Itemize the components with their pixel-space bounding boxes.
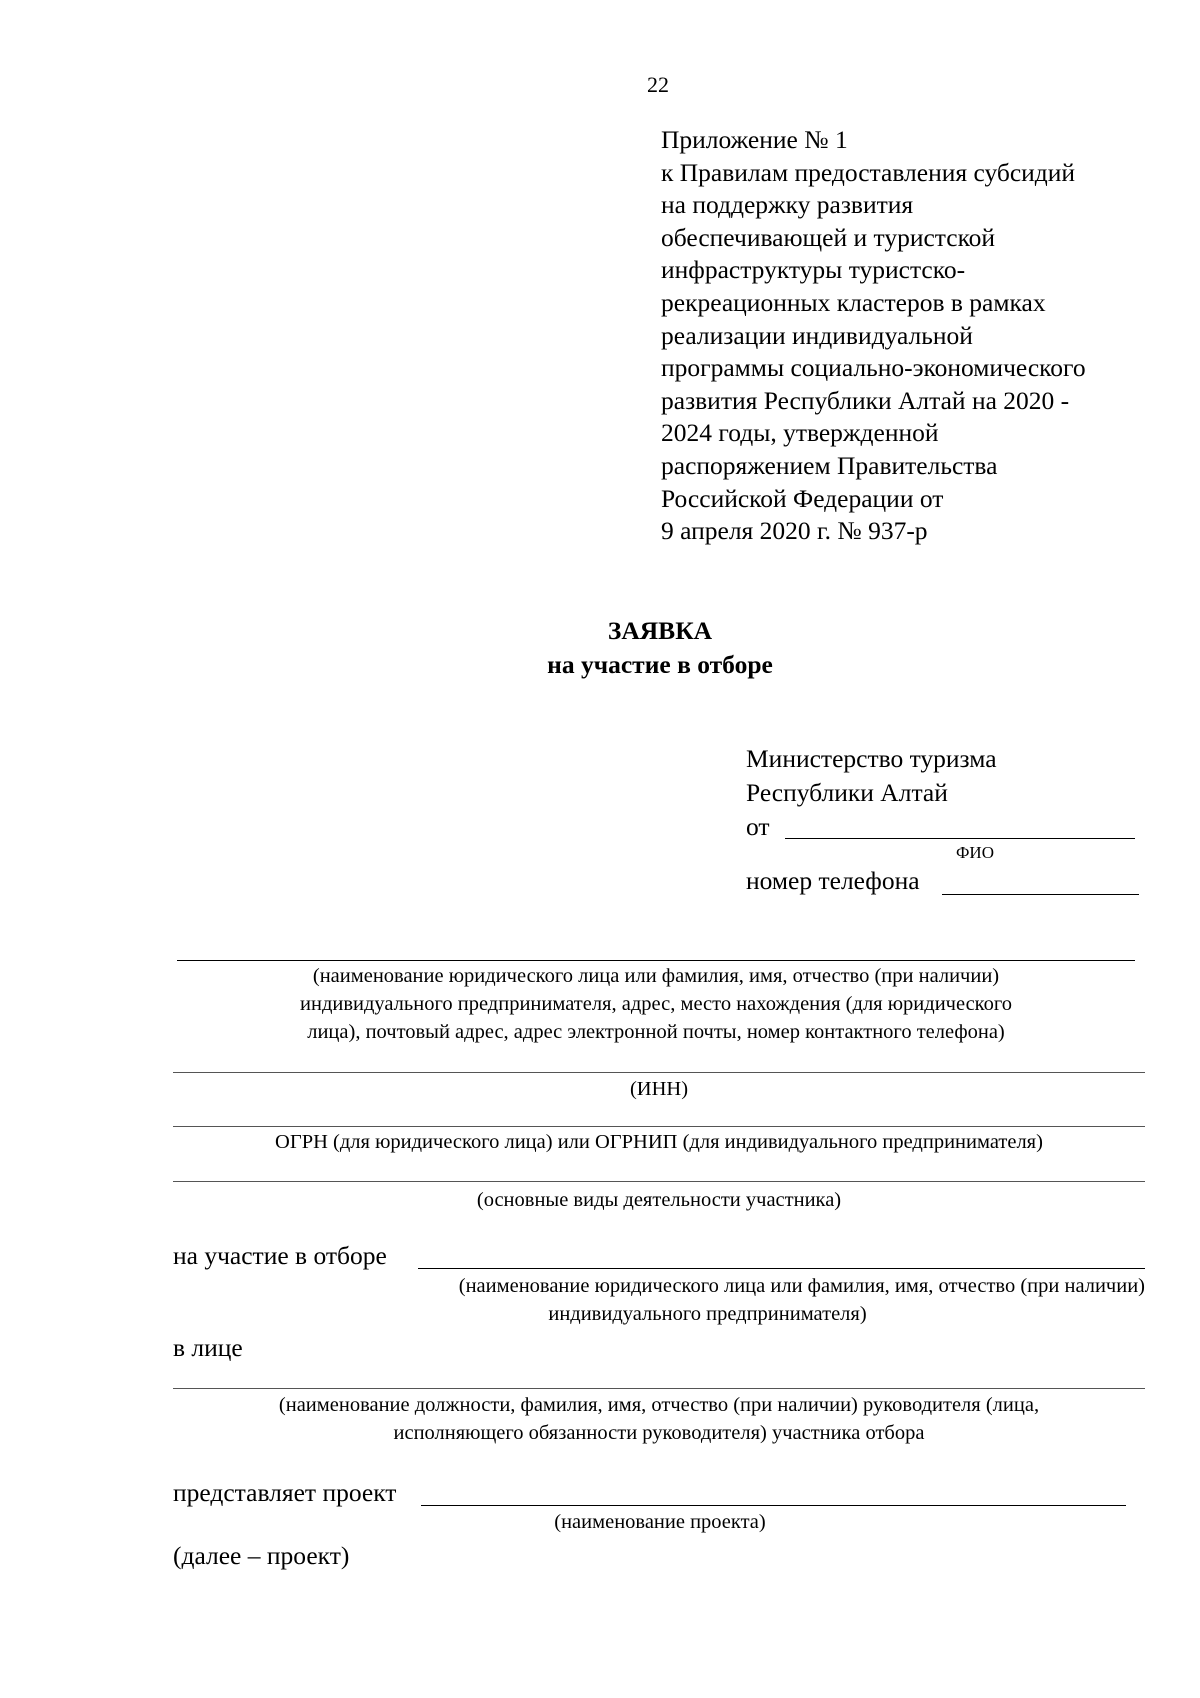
inn-caption: (ИНН) bbox=[629, 1078, 689, 1100]
entity-caption bbox=[177, 962, 1135, 1046]
caption-line: исполняющего обязанности руководителя) участника отбора bbox=[393, 1422, 925, 1444]
appendix-line: 9 апреля 2020 г. № 937-р bbox=[661, 516, 928, 546]
appendix-line: рекреационных кластеров в рамках bbox=[661, 287, 1046, 317]
fio-caption: ФИО bbox=[956, 843, 994, 862]
activities-caption: (основные виды деятельности участника) bbox=[476, 1189, 842, 1211]
phone-field-line[interactable] bbox=[942, 894, 1139, 895]
appendix-line: 2024 годы, утвержденной bbox=[661, 418, 939, 448]
appendix-line: Российской Федерации от bbox=[661, 483, 944, 513]
page-number: 22 bbox=[647, 72, 669, 97]
entity-field-line[interactable] bbox=[177, 960, 1135, 961]
ogrn-caption: ОГРН (для юридического лица) или ОГРНИП (для индивидуального предпринимателя) bbox=[275, 1131, 1043, 1153]
caption-line: индивидуального предпринимателя, адрес, место нахождения (для юридического bbox=[300, 993, 1012, 1015]
recipient-region: Республики Алтай bbox=[746, 778, 948, 807]
caption-line: лица), почтовый адрес, адрес электронной почты, номер контактного телефона) bbox=[307, 1021, 1005, 1043]
participation-field-line[interactable] bbox=[418, 1268, 1145, 1269]
caption-line: (наименование юридического лица или фамилия, имя, отчество (при наличии) bbox=[458, 1275, 1145, 1297]
document-subtitle: на участие в отборе bbox=[547, 650, 773, 679]
appendix-line: к Правилам предоставления субсидий bbox=[661, 157, 1076, 187]
appendix-line: развития Республики Алтай на 2020 - bbox=[661, 385, 1070, 415]
appendix-line: реализации индивидуальной bbox=[661, 320, 973, 350]
caption-line: индивидуального предпринимателя) bbox=[548, 1303, 867, 1325]
appendix-header bbox=[661, 124, 1086, 548]
presents-project-label: представляет проект bbox=[173, 1478, 397, 1507]
phone-label: номер телефона bbox=[746, 866, 920, 895]
appendix-line: инфраструктуры туристско- bbox=[661, 255, 966, 285]
project-field-line[interactable] bbox=[421, 1505, 1126, 1506]
participant-caption bbox=[330, 1272, 1145, 1328]
caption-line: (наименование юридического лица или фамилия, имя, отчество (при наличии) bbox=[312, 965, 1000, 987]
project-name-caption: (наименование проекта) bbox=[554, 1511, 766, 1533]
caption-line: (наименование должности, фамилия, имя, отчество (при наличии) руководителя (лица, bbox=[278, 1394, 1040, 1416]
represented-by-label: в лице bbox=[173, 1333, 243, 1362]
appendix-line: программы социально-экономического bbox=[661, 353, 1086, 383]
activities-field-line[interactable] bbox=[173, 1181, 1145, 1182]
hereinafter-label: (далее – проект) bbox=[173, 1541, 350, 1570]
inn-field-line[interactable] bbox=[173, 1072, 1145, 1073]
from-label: от bbox=[746, 812, 770, 841]
appendix-line: Приложение № 1 bbox=[661, 125, 848, 154]
ogrn-field-line[interactable] bbox=[173, 1126, 1145, 1127]
fio-field-line[interactable] bbox=[785, 838, 1135, 839]
appendix-line: на поддержку развития bbox=[661, 190, 914, 220]
appendix-line: распоряжением Правительства bbox=[661, 450, 998, 480]
appendix-line: обеспечивающей и туристской bbox=[661, 222, 996, 252]
head-caption bbox=[173, 1391, 1145, 1447]
participation-label: на участие в отборе bbox=[173, 1241, 387, 1270]
head-field-line[interactable] bbox=[173, 1388, 1145, 1389]
recipient-ministry: Министерство туризма bbox=[746, 744, 997, 773]
document-title: ЗАЯВКА bbox=[607, 616, 713, 645]
